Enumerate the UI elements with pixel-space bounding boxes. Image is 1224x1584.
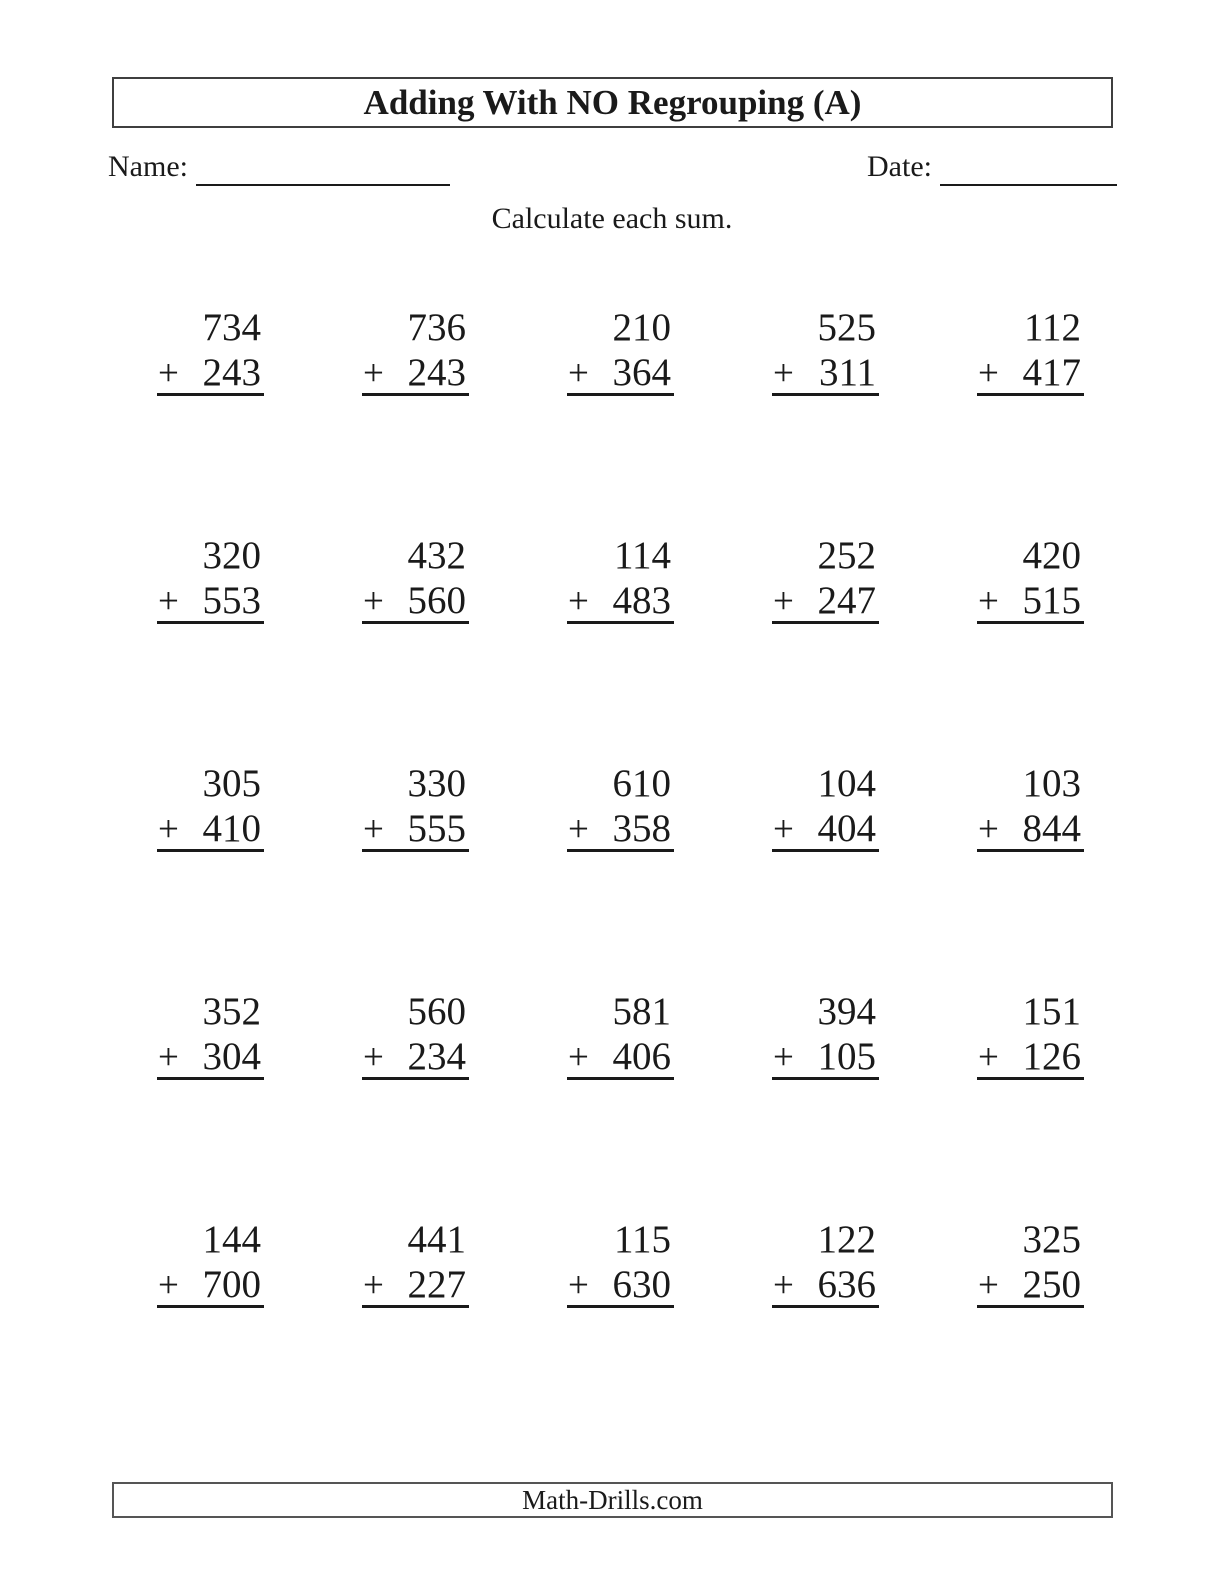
name-blank-line [196,184,450,186]
addition-problem [567,1220,674,1308]
bottom-addend: 227 [407,1263,466,1306]
bottom-addend-row [977,353,1084,396]
bottom-addend-row [772,809,879,852]
title-box [112,77,1113,128]
top-addend: 252 [817,534,876,577]
plus-operator: + [363,1265,384,1306]
addition-problem [977,536,1084,624]
instruction-text: Calculate each sum. [491,202,733,235]
addition-problem [157,308,264,396]
worksheet-title: Adding With NO Regrouping (A) [363,82,862,122]
addition-problem [567,308,674,396]
top-addend: 103 [1022,762,1081,805]
top-addend: 560 [407,990,466,1033]
plus-operator: + [568,1037,589,1078]
addition-problem [362,308,469,396]
top-addend: 330 [407,762,466,805]
bottom-addend: 417 [1022,351,1081,394]
bottom-addend: 553 [202,579,261,622]
top-addend: 610 [612,762,671,805]
plus-operator: + [978,581,999,622]
bottom-addend-row [157,353,264,396]
top-addend: 352 [202,990,261,1033]
bottom-addend: 358 [612,807,671,850]
bottom-addend: 311 [818,351,876,394]
addition-problem [977,992,1084,1080]
bottom-addend-row [157,809,264,852]
top-addend: 305 [202,762,261,805]
top-addend: 104 [817,762,876,805]
bottom-addend: 515 [1022,579,1081,622]
plus-operator: + [773,809,794,850]
bottom-addend: 243 [407,351,466,394]
plus-operator: + [363,1037,384,1078]
bottom-addend-row [362,581,469,624]
bottom-addend-row [157,581,264,624]
bottom-addend: 700 [202,1263,261,1306]
bottom-addend: 247 [817,579,876,622]
bottom-addend: 483 [612,579,671,622]
bottom-addend-row [567,1265,674,1308]
bottom-addend: 636 [817,1263,876,1306]
bottom-addend-row [772,1037,879,1080]
plus-operator: + [978,353,999,394]
bottom-addend-row [977,809,1084,852]
name-label: Name: [108,150,188,183]
addition-problem [362,992,469,1080]
plus-operator: + [158,809,179,850]
addition-problem [977,764,1084,852]
top-addend: 112 [1023,306,1081,349]
date-label: Date: [867,150,932,183]
plus-operator: + [363,581,384,622]
top-addend: 441 [407,1218,466,1261]
top-addend: 432 [407,534,466,577]
top-addend: 581 [612,990,671,1033]
date-blank-line [940,184,1117,186]
plus-operator: + [773,1037,794,1078]
plus-operator: + [158,581,179,622]
addition-problem [772,764,879,852]
plus-operator: + [568,1265,589,1306]
plus-operator: + [978,1037,999,1078]
top-addend: 325 [1022,1218,1081,1261]
bottom-addend: 304 [202,1035,261,1078]
plus-operator: + [568,353,589,394]
plus-operator: + [978,1265,999,1306]
plus-operator: + [568,581,589,622]
addition-problem [362,1220,469,1308]
bottom-addend: 105 [817,1035,876,1078]
bottom-addend: 404 [817,807,876,850]
bottom-addend-row [362,1037,469,1080]
top-addend: 115 [613,1218,671,1261]
addition-problem [362,536,469,624]
addition-problem [157,764,264,852]
top-addend: 734 [202,306,261,349]
plus-operator: + [363,353,384,394]
addition-problem [157,1220,264,1308]
plus-operator: + [773,581,794,622]
addition-problem [157,992,264,1080]
addition-problem [977,1220,1084,1308]
footer-site-name: Math-Drills.com [522,1484,703,1515]
top-addend: 144 [202,1218,261,1261]
bottom-addend-row [977,1265,1084,1308]
plus-operator: + [158,353,179,394]
top-addend: 394 [817,990,876,1033]
bottom-addend-row [157,1265,264,1308]
bottom-addend: 406 [612,1035,671,1078]
plus-operator: + [158,1265,179,1306]
top-addend: 122 [817,1218,876,1261]
problems-grid [157,308,1084,1308]
bottom-addend: 250 [1022,1263,1081,1306]
plus-operator: + [773,1265,794,1306]
bottom-addend-row [772,1265,879,1308]
top-addend: 210 [612,306,671,349]
top-addend: 736 [407,306,466,349]
bottom-addend-row [567,353,674,396]
bottom-addend-row [772,353,879,396]
bottom-addend: 410 [202,807,261,850]
addition-problem [362,764,469,852]
bottom-addend-row [362,353,469,396]
footer-box [112,1482,1113,1518]
bottom-addend-row [362,1265,469,1308]
bottom-addend: 560 [407,579,466,622]
plus-operator: + [158,1037,179,1078]
addition-problem [157,536,264,624]
bottom-addend: 844 [1022,807,1081,850]
top-addend: 320 [202,534,261,577]
bottom-addend: 234 [407,1035,466,1078]
top-addend: 114 [613,534,671,577]
bottom-addend: 630 [612,1263,671,1306]
addition-problem [772,1220,879,1308]
bottom-addend: 555 [407,807,466,850]
bottom-addend: 126 [1022,1035,1081,1078]
bottom-addend-row [362,809,469,852]
bottom-addend: 364 [612,351,671,394]
plus-operator: + [773,353,794,394]
bottom-addend: 243 [202,351,261,394]
addition-problem [772,308,879,396]
addition-problem [977,308,1084,396]
bottom-addend-row [567,581,674,624]
top-addend: 151 [1022,990,1081,1033]
top-addend: 525 [817,306,876,349]
addition-problem [567,764,674,852]
addition-problem [567,536,674,624]
plus-operator: + [568,809,589,850]
plus-operator: + [363,809,384,850]
bottom-addend-row [567,809,674,852]
top-addend: 420 [1022,534,1081,577]
addition-problem [772,536,879,624]
bottom-addend-row [977,1037,1084,1080]
addition-problem [772,992,879,1080]
addition-problem [567,992,674,1080]
bottom-addend-row [567,1037,674,1080]
plus-operator: + [978,809,999,850]
bottom-addend-row [977,581,1084,624]
bottom-addend-row [772,581,879,624]
bottom-addend-row [157,1037,264,1080]
